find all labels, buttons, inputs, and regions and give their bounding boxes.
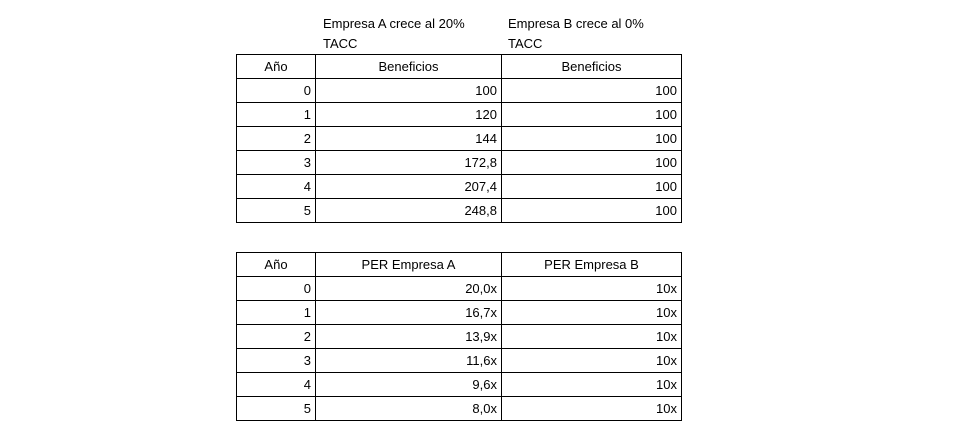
cell-ano: 0 bbox=[237, 277, 316, 301]
table-row bbox=[237, 373, 682, 397]
table-row bbox=[237, 175, 682, 199]
empresa-b-header-line1: Empresa B crece al 0% bbox=[508, 16, 644, 31]
cell-per-b: 10x bbox=[502, 349, 682, 373]
empresa-a-header-line1: Empresa A crece al 20% bbox=[323, 16, 465, 31]
beneficios-header-row bbox=[237, 55, 682, 79]
cell-ano: 4 bbox=[237, 175, 316, 199]
cell-beneficios-b: 100 bbox=[502, 175, 682, 199]
cell-ano: 3 bbox=[237, 151, 316, 175]
column-header-per-empresa-a: PER Empresa A bbox=[316, 253, 502, 277]
table-row bbox=[237, 397, 682, 421]
cell-per-b: 10x bbox=[502, 277, 682, 301]
column-header-per-empresa-b: PER Empresa B bbox=[502, 253, 682, 277]
per-header-row bbox=[237, 253, 682, 277]
cell-ano: 5 bbox=[237, 397, 316, 421]
cell-ano: 0 bbox=[237, 79, 316, 103]
table-row bbox=[237, 277, 682, 301]
per-table bbox=[236, 252, 682, 421]
cell-beneficios-a: 100 bbox=[316, 79, 502, 103]
table-row bbox=[237, 349, 682, 373]
empresa-a-header bbox=[323, 14, 465, 54]
table-row bbox=[237, 325, 682, 349]
empresa-b-header-line2: TACC bbox=[508, 36, 543, 51]
cell-per-a: 16,7x bbox=[316, 301, 502, 325]
table-row bbox=[237, 199, 682, 223]
cell-ano: 1 bbox=[237, 301, 316, 325]
cell-per-b: 10x bbox=[502, 373, 682, 397]
column-header-ano: Año bbox=[237, 55, 316, 79]
cell-beneficios-b: 100 bbox=[502, 199, 682, 223]
table-row bbox=[237, 151, 682, 175]
beneficios-table bbox=[236, 54, 682, 223]
empresa-b-header bbox=[508, 14, 644, 54]
cell-per-a: 9,6x bbox=[316, 373, 502, 397]
table-row bbox=[237, 127, 682, 151]
cell-ano: 5 bbox=[237, 199, 316, 223]
cell-per-b: 10x bbox=[502, 397, 682, 421]
cell-per-a: 11,6x bbox=[316, 349, 502, 373]
cell-ano: 2 bbox=[237, 127, 316, 151]
table-row bbox=[237, 301, 682, 325]
cell-per-a: 13,9x bbox=[316, 325, 502, 349]
cell-per-b: 10x bbox=[502, 325, 682, 349]
table-row bbox=[237, 103, 682, 127]
cell-beneficios-b: 100 bbox=[502, 127, 682, 151]
cell-per-b: 10x bbox=[502, 301, 682, 325]
cell-beneficios-a: 248,8 bbox=[316, 199, 502, 223]
cell-ano: 3 bbox=[237, 349, 316, 373]
table-row bbox=[237, 79, 682, 103]
cell-per-a: 20,0x bbox=[316, 277, 502, 301]
column-header-ano: Año bbox=[237, 253, 316, 277]
cell-beneficios-a: 207,4 bbox=[316, 175, 502, 199]
cell-beneficios-b: 100 bbox=[502, 103, 682, 127]
cell-beneficios-b: 100 bbox=[502, 79, 682, 103]
cell-beneficios-a: 144 bbox=[316, 127, 502, 151]
empresa-a-header-line2: TACC bbox=[323, 36, 358, 51]
cell-beneficios-b: 100 bbox=[502, 151, 682, 175]
column-header-beneficios-b: Beneficios bbox=[502, 55, 682, 79]
cell-beneficios-a: 120 bbox=[316, 103, 502, 127]
cell-ano: 1 bbox=[237, 103, 316, 127]
column-header-beneficios-a: Beneficios bbox=[316, 55, 502, 79]
cell-ano: 2 bbox=[237, 325, 316, 349]
cell-per-a: 8,0x bbox=[316, 397, 502, 421]
cell-ano: 4 bbox=[237, 373, 316, 397]
cell-beneficios-a: 172,8 bbox=[316, 151, 502, 175]
